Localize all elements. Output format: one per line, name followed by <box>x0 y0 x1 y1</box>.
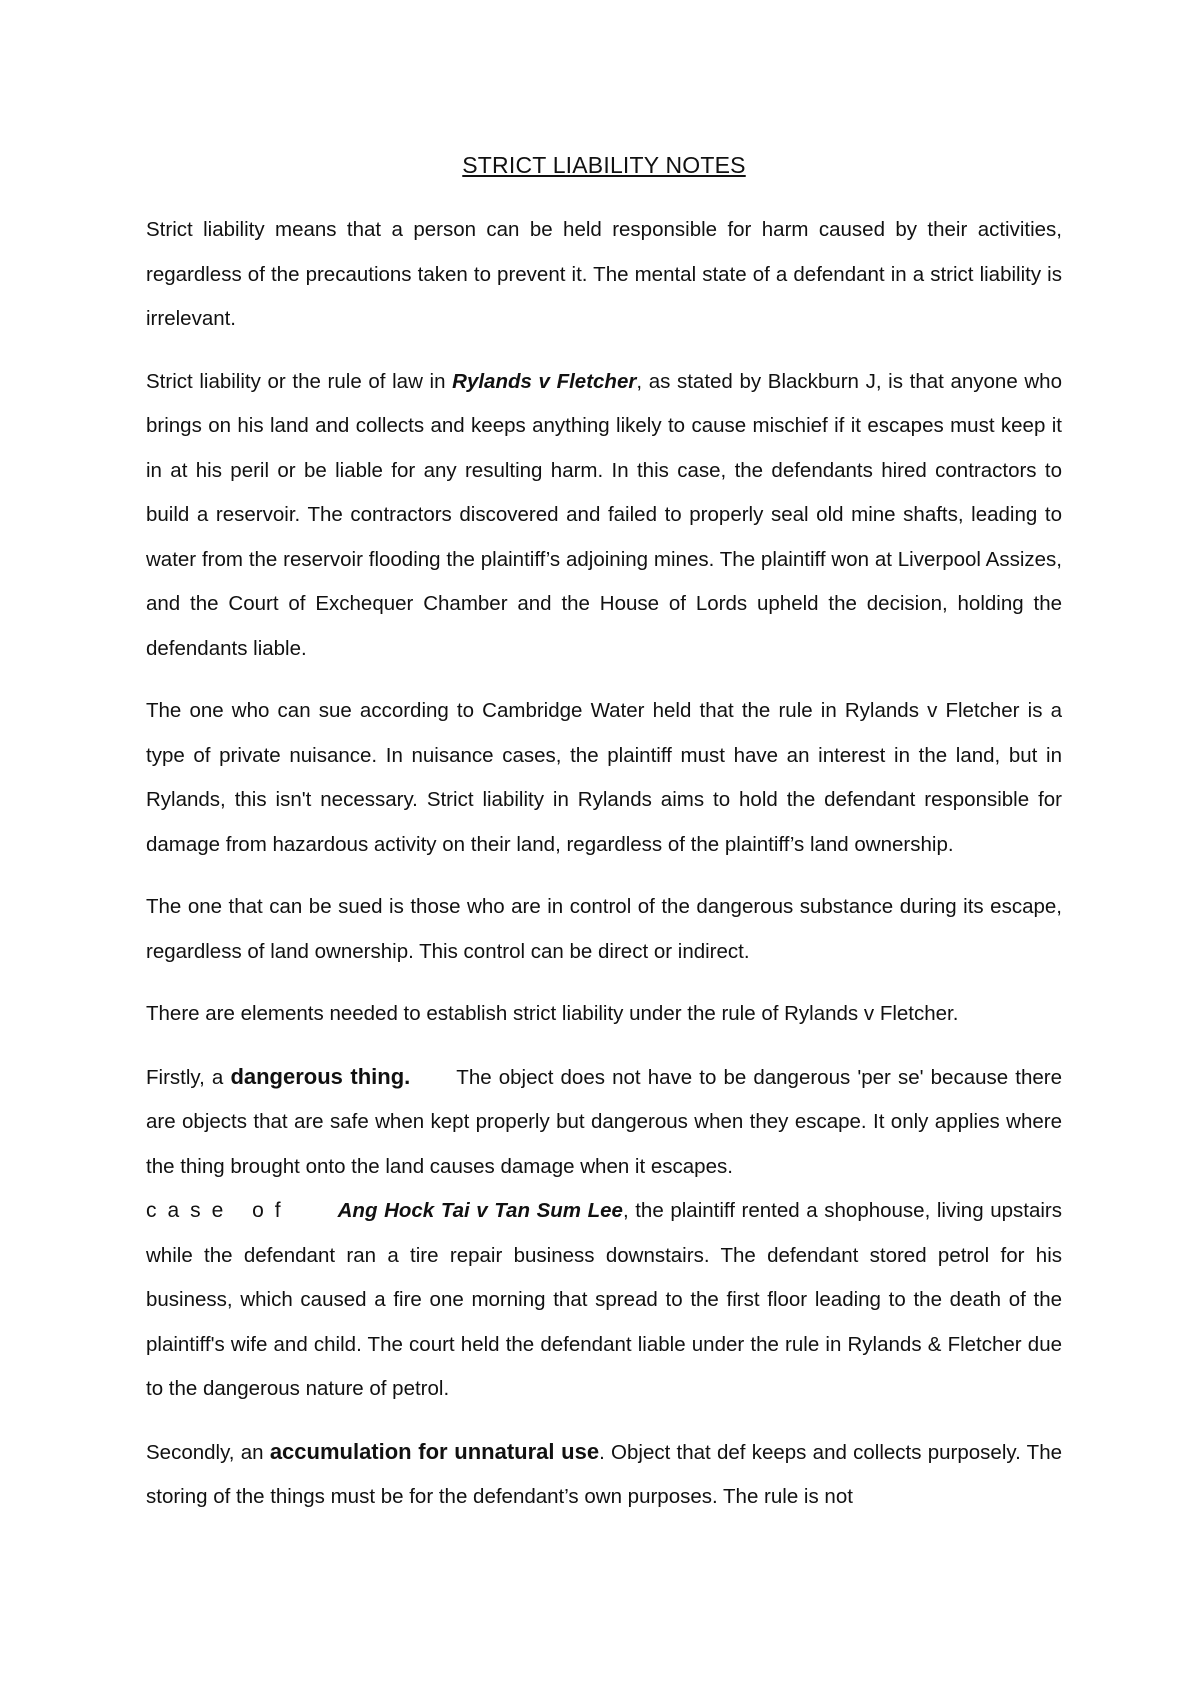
key-term: accumulation for unnatural use <box>269 1438 600 1464</box>
page-title: STRICT LIABILITY NOTES <box>462 152 746 178</box>
key-term: dangerous thing. <box>230 1063 411 1089</box>
paragraph-dangerous-thing <box>146 1055 1062 1190</box>
text: . Object that def keeps and collects purposely. The storing of the things must be for the defendant’s own purposes. The rule is not <box>146 1440 1063 1508</box>
paragraph-elements: There are elements needed to establish strict liability under the rule of Rylands v Fletcher. <box>146 1002 959 1025</box>
paragraph-accumulation <box>146 1430 1062 1520</box>
paragraph-who-can-sue: The one who can sue according to Cambridge Water held that the rule in Rylands v Fletcher is a type of private nuisance. In nuisance cases, the plaintiff must have an interest in the land, but in Rylands, this isn't necessary. Strict liability in Rylands aims to hold the defendant responsible for damage from hazardous activity on their land, regardless of the plaintiff’s land ownership. <box>146 699 1062 856</box>
paragraph-case-ang-hock-tai <box>146 1189 1062 1412</box>
paragraph-rylands <box>146 360 1062 672</box>
text: Strict liability or the rule of law in <box>146 369 453 393</box>
case-name: Ang Hock Tai v Tan Sum Lee <box>337 1199 623 1222</box>
spaced-text: case of <box>146 1199 292 1222</box>
document-body <box>146 148 1062 1538</box>
text: Secondly, an <box>146 1440 270 1464</box>
text: Firstly, a <box>146 1065 231 1089</box>
text: , as stated by Blackburn J, is that anyone who brings on his land and collects and keeps anything likely to cause mischief if it escapes must keep it in at his peril or be liable for any resulting harm. In this case, the defendants hired contractors to build a reservoir. The contractors discovered and failed to properly seal old mine shafts, leading to water from the reservoir flooding the plaintiff’s adjoining mines. The plaintiff won at Liverpool Assizes, and the Court of Exchequer Chamber and the House of Lords upheld the decision, holding the defendants liable. <box>146 369 1062 660</box>
text: , the plaintiff rented a shophouse, living upstairs while the defendant ran a tire repair business downstairs. The defendant stored petrol for his business, which caused a fire one morning that spread to the first floor leading to the death of the plaintiff's wife and child. The court held the defendant liable under the rule in Rylands & Fletcher due to the dangerous nature of petrol. <box>146 1199 1062 1400</box>
text: The object does not have to be dangerous 'per se' because there are objects that are safe when kept properly but dangerous when they escape. It only applies where the thing brought onto the land causes damage when it escapes. <box>146 1065 1062 1178</box>
paragraph-who-can-be-sued: The one that can be sued is those who are in control of the dangerous substance during its escape, regardless of land ownership. This control can be direct or indirect. <box>146 895 1062 963</box>
case-name: Rylands v Fletcher <box>452 369 637 393</box>
paragraph-definition: Strict liability means that a person can be held responsible for harm caused by their activities, regardless of the precautions taken to prevent it. The mental state of a defendant in a strict liability is irrelevant. <box>146 218 1062 330</box>
